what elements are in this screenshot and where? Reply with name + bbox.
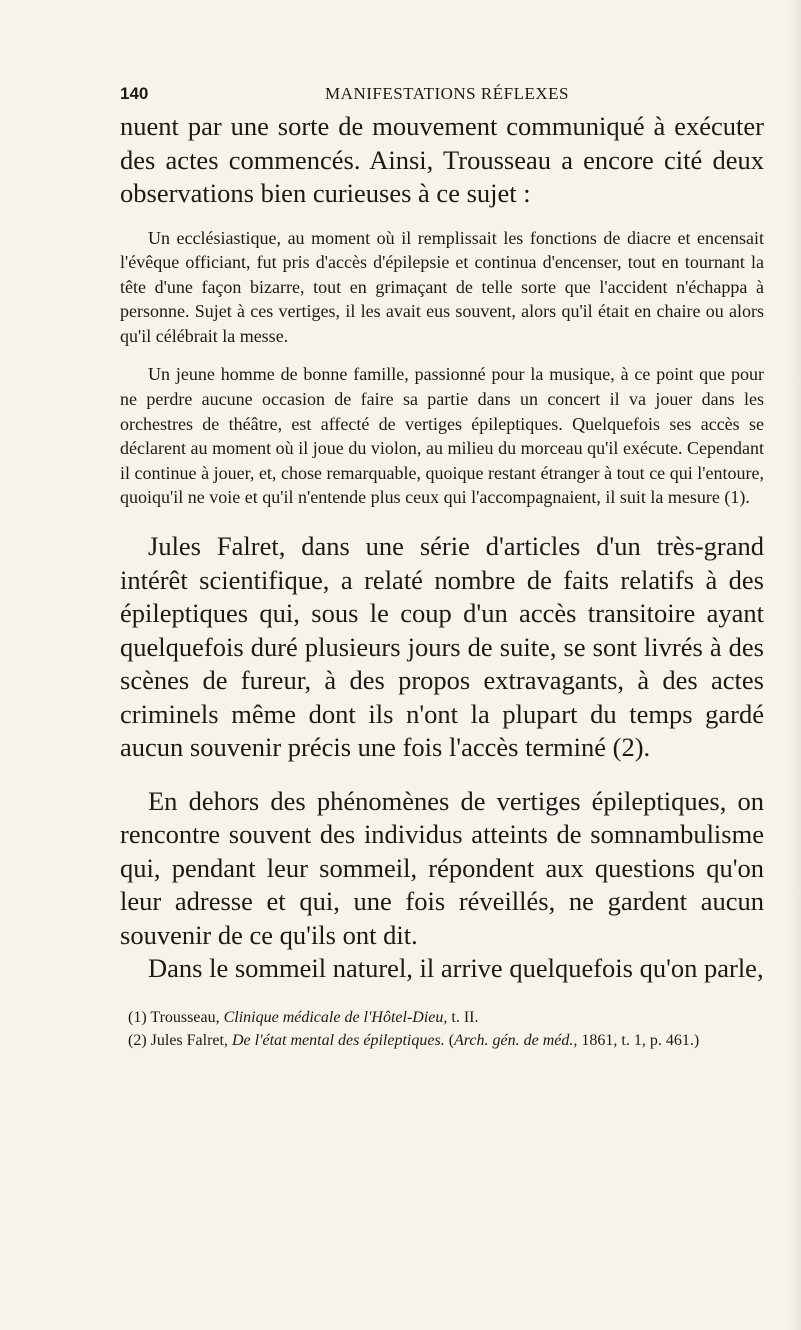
footnote-marker: (1) — [128, 1008, 147, 1026]
footnote-rest: 1861, t. 1, p. 461.) — [581, 1031, 700, 1049]
page-number: 140 — [120, 84, 149, 103]
paragraph-falret: Jules Falret, dans une série d'articles d'un très-grand intérêt scientifique, a relaté nombre de faits relatifs à des épileptiques qui, sous le coup d'un accès transitoire ayant quelquefois duré plusieurs jours de suite, se sont livrés à des scènes de fureur, à des propos extravagants, à des actes criminels même dont ils n'ont la plupart du temps gardé aucun souvenir précis une fois l'accès terminé (2). — [120, 531, 764, 763]
quote-ecclesiastique: Un ecclésiastique, au moment où il remplissait les fonctions de diacre et encensait l'évêque officiant, fut pris d'accès d'épilepsie et continua d'encenser, tout en tournant la tête d'une façon bizarre, tout en grimaçant de telle sorte que l'accident n'échappa à personne. Sujet à ces vertiges, il les avait eus souvent, alors qu'il était en chaire ou alors qu'il célébrait la messe. — [120, 227, 764, 346]
quote-jeune-homme: Un jeune homme de bonne famille, passionné pour la musique, à ce point que pour ne perdre aucune occasion de faire sa partie dans un concert il va jouer dans les orchestres de théâtre, est affecté de vertiges épileptiques. Quelquefois ses accès se déclarent au moment où il joue du violon, au milieu du morceau qu'il exécute. Cependant il continue à jouer, et, chose remarquable, quoique restant étranger à tout ce qui l'entoure, quoiqu'il ne voie et qu'il n'entende plus ceux qui l'accompagnaient, il suit la mesure (1). — [120, 364, 764, 508]
paragraph-somnambulisme: En dehors des phénomènes de vertiges épileptiques, on rencontre souvent des individus atteints de somnambulisme qui, pendant leur sommeil, répondent aux questions qu'on leur adresse et qui, une fois réveillés, ne gardent aucun souvenir de ce qu'ils ont dit. — [120, 785, 764, 950]
footnote-rest: t. II. — [451, 1008, 479, 1026]
page-edge-shadow — [787, 0, 801, 1330]
footnote-journal: Arch. gén. de méd., — [454, 1031, 578, 1049]
footnotes — [120, 1006, 764, 1052]
page-header — [120, 84, 764, 108]
running-title: MANIFESTATIONS RÉFLEXES — [325, 84, 569, 103]
paragraph-sommeil-naturel: Dans le sommeil naturel, il arrive quelquefois qu'on parle, — [148, 953, 764, 984]
footnote-1 — [120, 1006, 764, 1029]
footnote-2 — [120, 1029, 764, 1052]
footnote-title: Clinique médicale de l'Hôtel-Dieu, — [223, 1008, 448, 1026]
paragraph-continuation: nuent par une sorte de mouvement communiqué à exécuter des actes commencés. Ainsi, Trousseau a encore cité deux observations bien curieuses à ce sujet : — [120, 111, 764, 208]
footnote-journal-open: ( — [448, 1031, 455, 1049]
footnote-title: De l'état mental des épileptiques. — [231, 1031, 445, 1049]
footnote-author: Jules Falret, — [150, 1031, 228, 1049]
book-page — [120, 84, 764, 1052]
footnote-author: Trousseau, — [150, 1008, 220, 1026]
footnote-marker: (2) — [128, 1031, 147, 1049]
